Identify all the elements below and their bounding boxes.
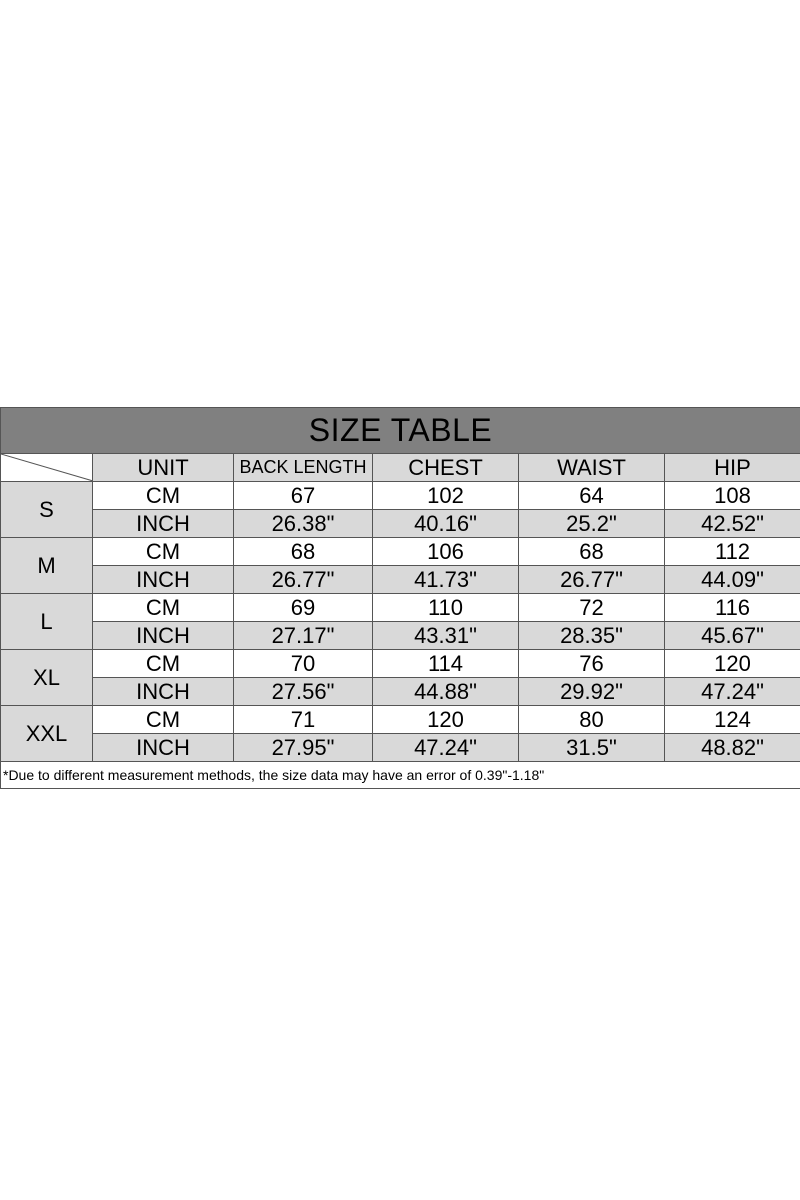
back-length-value: 71	[234, 706, 373, 734]
unit-cell: CM	[93, 706, 234, 734]
unit-cell: CM	[93, 538, 234, 566]
chest-value: 102	[373, 482, 519, 510]
unit-cell: CM	[93, 594, 234, 622]
header-hip: HIP	[665, 454, 800, 482]
size-label: S	[1, 482, 93, 538]
hip-value: 116	[665, 594, 800, 622]
size-label: XL	[1, 650, 93, 706]
waist-value: 72	[519, 594, 665, 622]
waist-value: 68	[519, 538, 665, 566]
chest-value: 43.31"	[373, 622, 519, 650]
table-row	[1, 594, 800, 622]
hip-value: 45.67"	[665, 622, 800, 650]
hip-value: 48.82"	[665, 734, 800, 762]
table-row	[1, 706, 800, 734]
size-table	[0, 407, 800, 789]
hip-value: 124	[665, 706, 800, 734]
unit-cell: CM	[93, 650, 234, 678]
waist-value: 31.5"	[519, 734, 665, 762]
diagonal-corner-cell	[1, 454, 93, 482]
waist-value: 25.2"	[519, 510, 665, 538]
unit-cell: INCH	[93, 678, 234, 706]
unit-cell: INCH	[93, 734, 234, 762]
chest-value: 110	[373, 594, 519, 622]
chest-value: 106	[373, 538, 519, 566]
header-waist: WAIST	[519, 454, 665, 482]
header-unit: UNIT	[93, 454, 234, 482]
chest-value: 120	[373, 706, 519, 734]
chest-value: 40.16"	[373, 510, 519, 538]
unit-cell: INCH	[93, 566, 234, 594]
table-row	[1, 510, 800, 538]
diagonal-line-icon	[1, 454, 93, 481]
chest-value: 41.73"	[373, 566, 519, 594]
chest-value: 47.24"	[373, 734, 519, 762]
hip-value: 120	[665, 650, 800, 678]
waist-value: 64	[519, 482, 665, 510]
waist-value: 28.35"	[519, 622, 665, 650]
back-length-value: 68	[234, 538, 373, 566]
back-length-value: 67	[234, 482, 373, 510]
back-length-value: 27.95"	[234, 734, 373, 762]
unit-cell: INCH	[93, 622, 234, 650]
back-length-value: 26.77"	[234, 566, 373, 594]
back-length-value: 27.56"	[234, 678, 373, 706]
table-row	[1, 482, 800, 510]
unit-cell: INCH	[93, 510, 234, 538]
table-row	[1, 622, 800, 650]
size-label: L	[1, 594, 93, 650]
waist-value: 26.77"	[519, 566, 665, 594]
back-length-value: 70	[234, 650, 373, 678]
chest-value: 114	[373, 650, 519, 678]
table-row	[1, 678, 800, 706]
waist-value: 76	[519, 650, 665, 678]
table-row	[1, 734, 800, 762]
hip-value: 47.24"	[665, 678, 800, 706]
header-chest: CHEST	[373, 454, 519, 482]
hip-value: 44.09"	[665, 566, 800, 594]
back-length-value: 69	[234, 594, 373, 622]
table-row	[1, 538, 800, 566]
hip-value: 108	[665, 482, 800, 510]
table-title: SIZE TABLE	[1, 408, 800, 454]
table-row	[1, 650, 800, 678]
back-length-value: 27.17"	[234, 622, 373, 650]
chest-value: 44.88"	[373, 678, 519, 706]
measurement-note: *Due to different measurement methods, the size data may have an error of 0.39"-1.18"	[1, 762, 800, 789]
back-length-value: 26.38"	[234, 510, 373, 538]
hip-value: 42.52"	[665, 510, 800, 538]
unit-cell: CM	[93, 482, 234, 510]
table-row	[1, 566, 800, 594]
waist-value: 80	[519, 706, 665, 734]
waist-value: 29.92"	[519, 678, 665, 706]
header-row	[1, 454, 800, 482]
header-back-length: BACK LENGTH	[234, 454, 373, 482]
size-label: XXL	[1, 706, 93, 762]
size-label: M	[1, 538, 93, 594]
hip-value: 112	[665, 538, 800, 566]
